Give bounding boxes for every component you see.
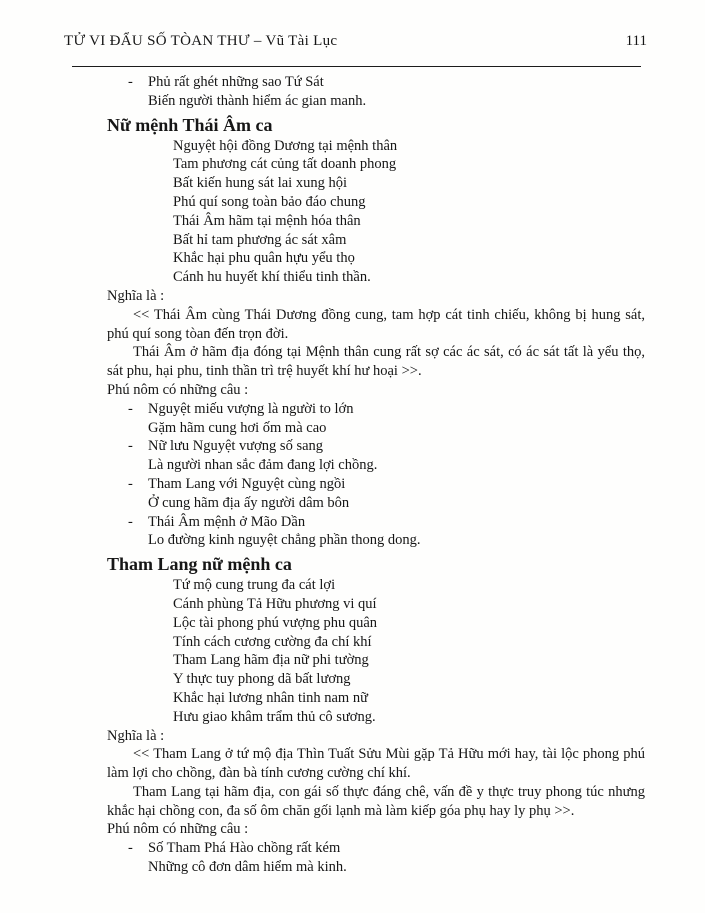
page-header [64, 30, 647, 52]
bullet-item [128, 437, 645, 475]
bullet-lines [148, 475, 349, 513]
bullet-lines [148, 400, 353, 438]
verse-line: Tính cách cương cường đa chí khí [173, 633, 372, 650]
section-heading-nu-menh-thai-am-ca: Nữ mệnh Thái Âm ca [107, 114, 273, 135]
verse-line: Hưu giao khâm trẩm thủ cô sương. [173, 708, 376, 725]
bullet-item [128, 513, 645, 551]
paragraph: << Thái Âm cùng Thái Dương đồng cung, tam hợp cát tinh chiếu, không bị hung sát, phú quí song tòan đến trọn đời. [107, 306, 645, 342]
bullet-line: Phủ rất ghét những sao Tứ Sát [148, 74, 324, 90]
paragraph: Thái Âm ở hãm địa đóng tại Mệnh thân cung rất sợ các ác sát, có ác sát tất là yểu thọ, sát phu, hại phu, tinh thần trì trệ huyết khí hư hoại >>. [107, 344, 645, 380]
page-number: 111 [625, 33, 647, 49]
verse-line: Phú quí song toàn bảo đáo chung [173, 193, 366, 210]
bullet-dash: - [128, 74, 133, 90]
verse-line: Cánh phùng Tả Hữu phương vi quí [173, 595, 377, 612]
bullet-lines [148, 513, 420, 551]
book-title: TỬ VI ĐẨU SỐ TÒAN THƯ – Vũ Tài Lục [64, 33, 338, 49]
bullet-lines [148, 73, 366, 111]
verse-line: Y thực tuy phong dã bất lương [173, 671, 351, 688]
section-heading-tham-lang-nu-menh-ca: Tham Lang nữ mệnh ca [107, 554, 292, 575]
header-divider [72, 66, 641, 67]
bullet-dash: - [128, 840, 133, 857]
verse-line: Tam phương cát củng tất doanh phong [173, 156, 397, 173]
bullet-line: Nữ lưu Nguyệt vượng số sang [148, 438, 324, 455]
verse-line: Cánh hu huyết khí thiểu tinh thần. [173, 269, 371, 286]
meaning-label: Nghĩa là : [107, 727, 165, 744]
bullet-line: Gặm hãm cung hơi ốm mà cao [148, 419, 327, 436]
verse-line: Lộc tài phong phú vượng phu quân [173, 614, 377, 631]
meaning-label: Nghĩa là : [107, 287, 165, 304]
bullet-line: Thái Âm mệnh ở Mão Dần [148, 513, 306, 530]
bullet-line: Những cô đơn dâm hiểm mà kinh. [148, 859, 347, 876]
paragraph: Tham Lang tại hãm địa, con gái số thực đáng chê, vấn đề y thực truy phong túc nhưng khắc hại chồng con, đa số ôm chăn gối lạnh mà làm kiếp góa phụ hay ly phụ >>. [107, 783, 645, 819]
bullet-lines [148, 437, 377, 475]
page-body [107, 73, 645, 877]
bullet-line: Nguyệt miếu vượng là người to lớn [148, 400, 354, 417]
verse-line: Khắc hại phu quân hựu yểu thọ [173, 250, 355, 267]
verse-line: Tham Lang hãm địa nữ phi tường [173, 652, 369, 669]
bullet-line: Biến người thành hiểm ác gian manh. [148, 92, 367, 109]
verse-line: Khắc hại lương nhân tinh nam nữ [173, 689, 368, 706]
bullet-dash: - [128, 513, 133, 530]
verse-line: Thái Âm hãm tại mệnh hóa thân [173, 212, 361, 229]
bullet-item [128, 400, 645, 438]
bullet-line: Lo đường kinh nguyệt chẳng phần thong dong. [148, 532, 421, 549]
bullet-lines [148, 839, 347, 877]
paragraph: << Tham Lang ở tứ mộ địa Thìn Tuất Sửu Mùi gặp Tả Hữu mới hay, tài lộc phong phú làm lợi cho chồng, đàn bà tính cương cường chí khí. [107, 746, 645, 782]
verse-line: Bất kiến hung sát lai xung hội [173, 175, 347, 192]
verse-line: Tứ mộ cung trung đa cát lợi [173, 577, 336, 594]
phu-nom-label: Phú nôm có những câu : [107, 381, 249, 398]
bullet-dash: - [128, 475, 133, 492]
bullet-line: Số Tham Phá Hào chồng rất kém [148, 840, 341, 857]
bullet-line: Ở cung hãm địa ấy người dâm bôn [148, 494, 350, 511]
bullet-item [128, 73, 645, 111]
bullet-item [128, 839, 645, 877]
bullet-dash: - [128, 438, 133, 455]
bullet-line: Tham Lang với Nguyệt cùng ngồi [148, 475, 346, 492]
verse-line: Bất hỉ tam phương ác sát xâm [173, 231, 347, 248]
phu-nom-label: Phú nôm có những câu : [107, 821, 249, 838]
bullet-dash: - [128, 400, 133, 417]
verse-line: Nguyệt hội đồng Dương tại mệnh thân [173, 137, 398, 154]
bullet-line: Là người nhan sắc đảm đang lợi chồng. [148, 457, 378, 474]
bullet-item [128, 475, 645, 513]
